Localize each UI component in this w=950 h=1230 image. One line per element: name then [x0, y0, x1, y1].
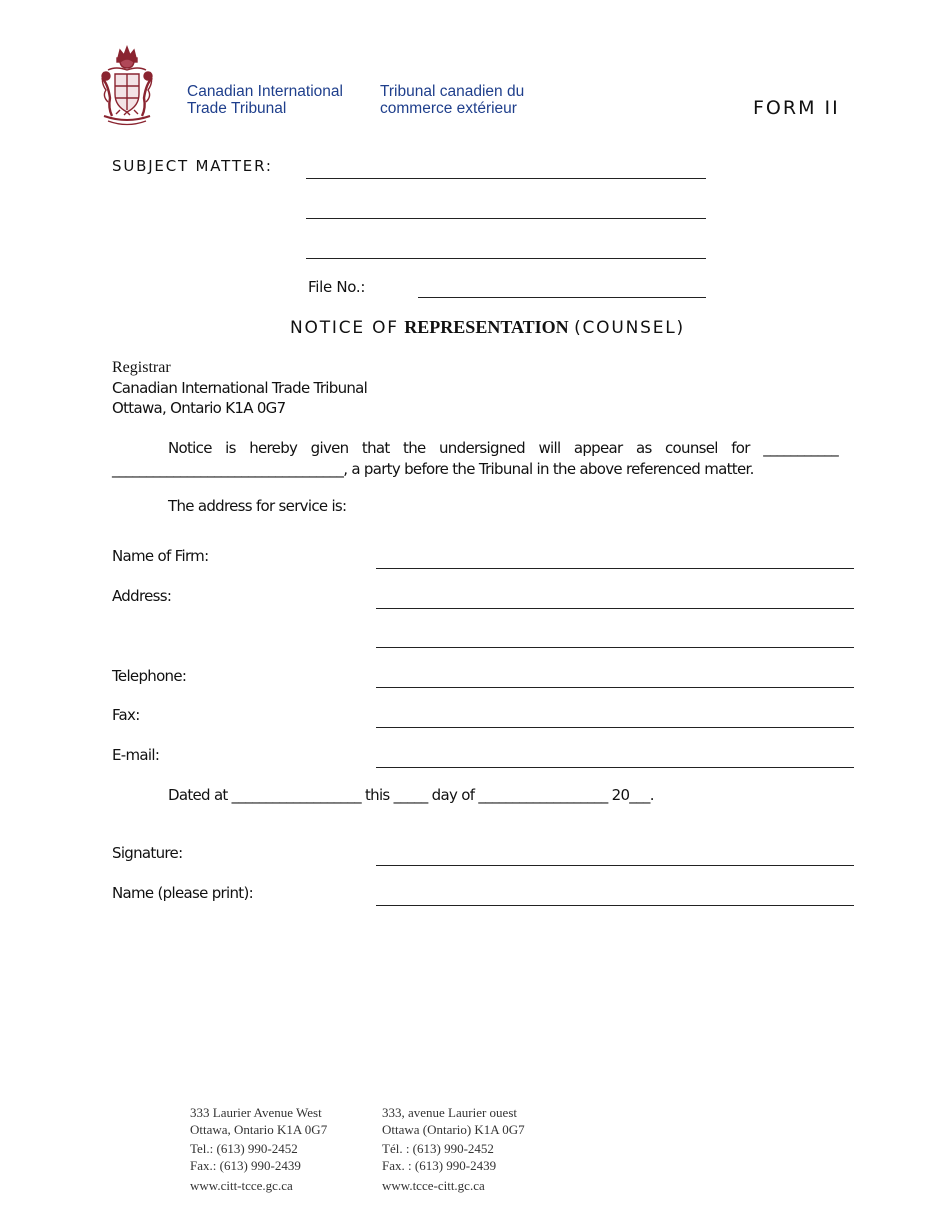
title-part-1: NOTICE OF — [290, 318, 399, 338]
footer-english — [190, 1104, 327, 1194]
firm-line[interactable] — [376, 568, 854, 569]
fax-line[interactable] — [376, 727, 854, 728]
subject-matter-line-2[interactable] — [306, 218, 706, 219]
subject-matter-label: SUBJECT MATTER: — [112, 157, 273, 175]
print-name-label: Name (please print): — [112, 884, 253, 902]
coat-of-arms-logo — [98, 44, 156, 126]
telephone-label: Telephone: — [112, 667, 187, 685]
address-line-1[interactable] — [376, 608, 854, 609]
footer-french — [382, 1104, 525, 1194]
signature-label: Signature: — [112, 844, 183, 862]
footer-fr-address2: Ottawa (Ontario) K1A 0G7 — [382, 1122, 525, 1137]
dated-line: Dated at ___________________ this _____ day of ___________________ 20___. — [168, 786, 654, 804]
signature-line[interactable] — [376, 865, 854, 866]
address-label: Address: — [112, 587, 172, 605]
email-label: E-mail: — [112, 746, 160, 764]
footer-fr-fax: Fax. : (613) 990-2439 — [382, 1158, 497, 1173]
footer-fr-web[interactable]: www.tcce-citt.gc.ca — [382, 1178, 485, 1193]
registrar-label: Registrar — [112, 359, 171, 376]
title-part-3: (COUNSEL) — [574, 318, 685, 338]
footer-fr-tel: Tél. : (613) 990-2452 — [382, 1141, 494, 1156]
footer-en-address2: Ottawa, Ontario K1A 0G7 — [190, 1122, 328, 1137]
addressee-line-3: Ottawa, Ontario K1A 0G7 — [112, 399, 286, 417]
form-number: FORM II — [753, 97, 840, 119]
org-en-line2: Trade Tribunal — [187, 100, 287, 117]
address-line-2[interactable] — [376, 647, 854, 648]
subject-matter-line-3[interactable] — [306, 258, 706, 259]
org-name-english — [187, 83, 343, 117]
form-title — [0, 317, 950, 338]
org-fr-line1: Tribunal canadien du — [380, 83, 525, 100]
address-intro: The address for service is: — [168, 497, 347, 515]
firm-label: Name of Firm: — [112, 547, 209, 565]
footer-en-address1: 333 Laurier Avenue West — [190, 1105, 322, 1120]
notice-paragraph — [112, 438, 838, 480]
telephone-line[interactable] — [376, 687, 854, 688]
notice-text: Notice is hereby given that the undersigned will appear as counsel for ___________ __________________________________, a party before the Tribunal in the above referenced matter. — [112, 439, 838, 478]
print-name-line[interactable] — [376, 905, 854, 906]
org-en-line1: Canadian International — [187, 83, 343, 100]
addressee-line-2: Canadian International Trade Tribunal — [112, 379, 368, 397]
file-no-line[interactable] — [418, 297, 706, 298]
footer-en-tel: Tel.: (613) 990-2452 — [190, 1141, 298, 1156]
footer-en-fax: Fax.: (613) 990-2439 — [190, 1158, 301, 1173]
org-fr-line2: commerce extérieur — [380, 100, 517, 117]
email-line[interactable] — [376, 767, 854, 768]
org-name-french — [380, 83, 524, 117]
subject-matter-line-1[interactable] — [306, 178, 706, 179]
file-no-label: File No.: — [308, 278, 366, 296]
footer-fr-address1: 333, avenue Laurier ouest — [382, 1105, 518, 1120]
title-part-2: REPRESENTATION — [404, 317, 569, 337]
fax-label: Fax: — [112, 706, 140, 724]
footer-en-web[interactable]: www.citt-tcce.gc.ca — [190, 1178, 293, 1193]
